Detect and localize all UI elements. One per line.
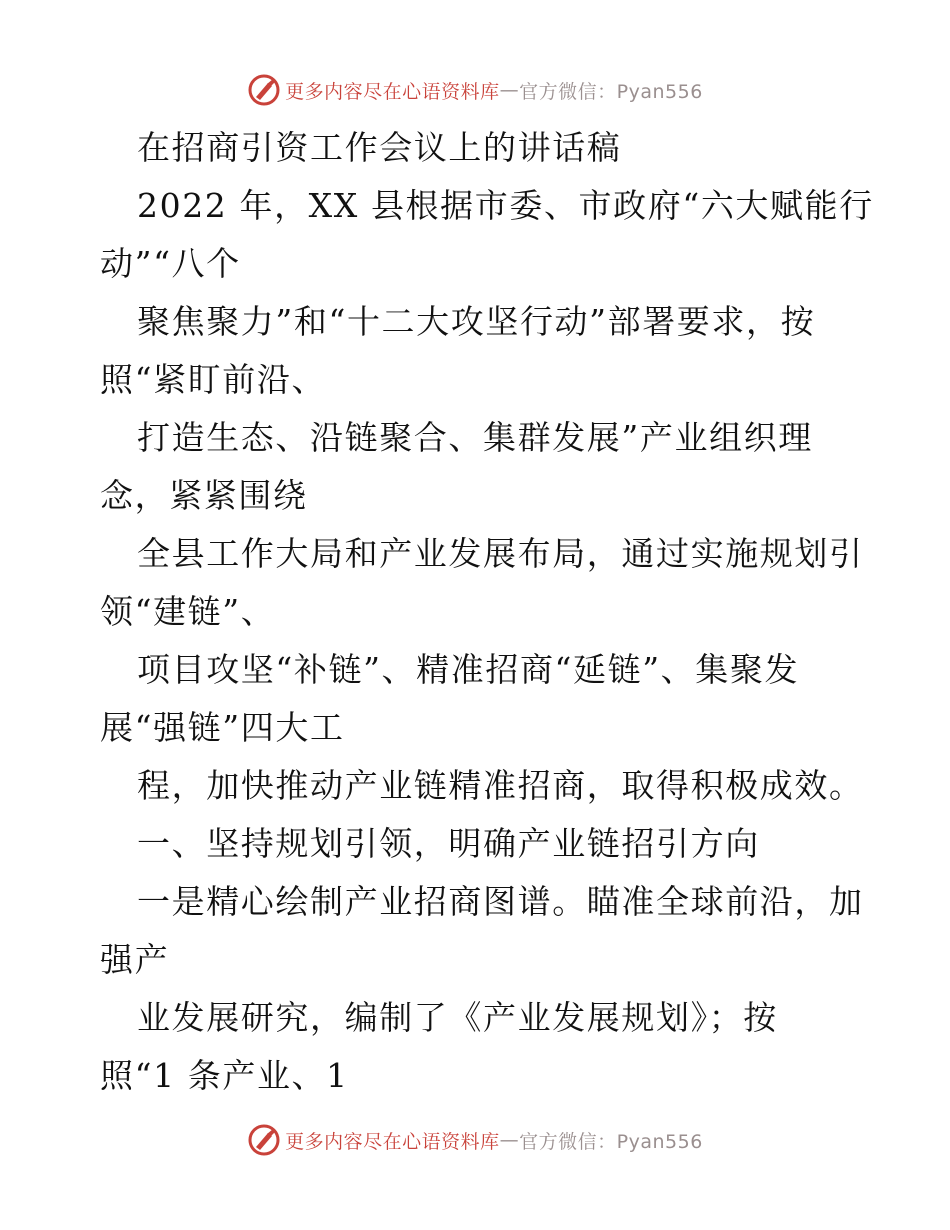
paragraph-line: 动”“八个 bbox=[100, 244, 241, 283]
footer-watermark bbox=[0, 1120, 950, 1160]
paragraph-line: 打造生态、沿链聚合、集群发展”产业组织理 bbox=[137, 418, 813, 457]
paragraph-line: 展“强链”四大工 bbox=[100, 708, 345, 747]
paragraph-line: 项目攻坚“补链”、精准招商“延链”、集聚发 bbox=[137, 650, 800, 689]
watermark-wechat-text: 官方微信：Pyan556 bbox=[519, 80, 703, 103]
watermark-dash: — bbox=[499, 1129, 520, 1151]
header-watermark bbox=[0, 70, 950, 110]
paragraph-line: 念，紧紧围绕 bbox=[100, 476, 308, 515]
document-title: 在招商引资工作会议上的讲话稿 bbox=[137, 128, 622, 167]
paragraph-line: 业发展研究，编制了《产业发展规划》；按 bbox=[137, 998, 778, 1037]
paragraph-line: 照“1 条产业、1 bbox=[100, 1056, 349, 1095]
paragraph-line: 全县工作大局和产业发展布局，通过实施规划引 bbox=[137, 534, 864, 573]
section-heading: 一、坚持规划引领，明确产业链招引方向 bbox=[137, 824, 760, 863]
pen-seal-icon bbox=[247, 1123, 281, 1157]
watermark-dash: — bbox=[499, 79, 520, 101]
paragraph-line: 聚焦聚力”和“十二大攻坚行动”部署要求，按 bbox=[137, 302, 816, 341]
watermark-main-text: 更多内容尽在心语资料库 bbox=[285, 80, 500, 103]
watermark-main-text: 更多内容尽在心语资料库 bbox=[285, 1130, 500, 1153]
watermark-wechat-text: 官方微信：Pyan556 bbox=[519, 1130, 703, 1153]
paragraph-line: 2022 年，XX 县根据市委、市政府“六大赋能行 bbox=[137, 186, 874, 225]
paragraph-line: 强产 bbox=[100, 940, 170, 979]
paragraph-line: 程，加快推动产业链精准招商，取得积极成效。 bbox=[137, 766, 864, 805]
pen-seal-icon bbox=[247, 73, 281, 107]
paragraph-line: 一是精心绘制产业招商图谱。瞄准全球前沿，加 bbox=[137, 882, 864, 921]
paragraph-line: 领“建链”、 bbox=[100, 592, 276, 631]
paragraph-line: 照“紧盯前沿、 bbox=[100, 360, 327, 399]
